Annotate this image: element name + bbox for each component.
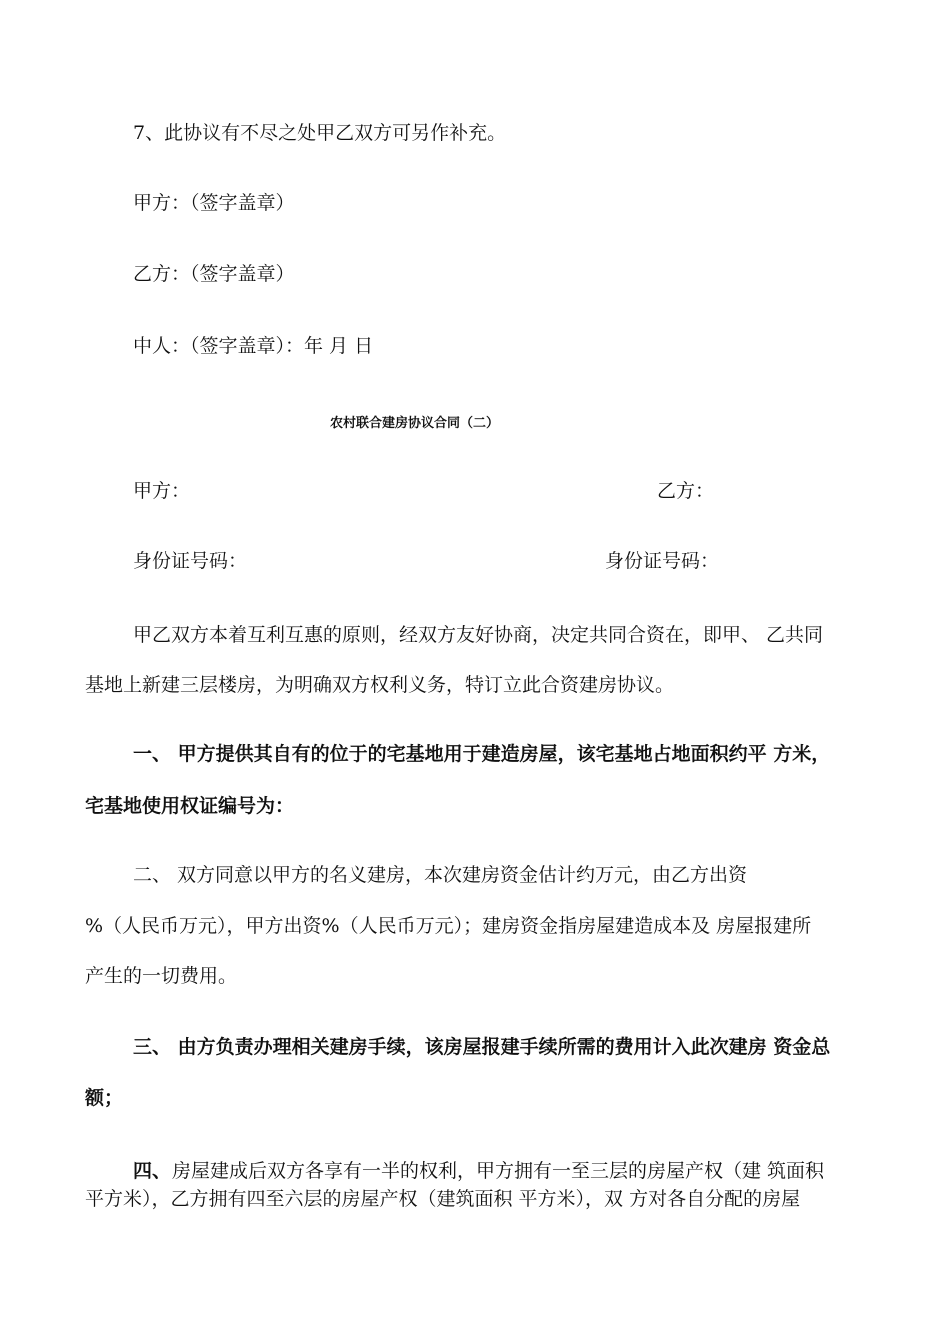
signature-middleman: 中人：（签字盖章）：年 月 日 (133, 335, 374, 357)
article-4-line-2: 平方米），乙方拥有四至六层的房屋产权（建筑面积 平方米），双 方对各自分配的房屋 (85, 1188, 801, 1210)
signature-party-b: 乙方：（签字盖章） (133, 263, 295, 285)
article-2-line-1: 二、 双方同意以甲方的名义建房，本次建房资金估计约万元，由乙方出资 (133, 864, 748, 886)
party-a-label: 甲方： (133, 480, 191, 502)
article-2-line-3: 产生的一切费用。 (85, 965, 238, 987)
article-1-line-2: 宅基地使用权证编号为： (85, 795, 295, 817)
id-number-a-label: 身份证号码： (133, 550, 248, 572)
intro-line-1: 甲乙双方本着互利互惠的原则，经双方友好协商，决定共同合资在，即甲、 乙共同 (133, 624, 824, 646)
id-number-b-label: 身份证号码： (605, 550, 720, 572)
article-1-line-1: 一、 甲方提供其自有的位于的宅基地用于建造房屋，该宅基地占地面积约平 方米， (133, 743, 831, 765)
signature-party-a: 甲方：（签字盖章） (133, 192, 295, 214)
contract-title: 农村联合建房协议合同（二） (330, 416, 500, 431)
article-4-line-1: 房屋建成后双方各享有一半的权利，甲方拥有一至三层的房屋产权（建 筑面积 (172, 1160, 825, 1182)
article-4-heading: 四、 (133, 1160, 172, 1182)
clause-7: 7、此协议有不尽之处甲乙双方可另作补充。 (133, 122, 507, 144)
party-b-label: 乙方： (657, 480, 715, 502)
article-3-line-2: 额； (85, 1087, 124, 1109)
article-2-line-2: %（人民币万元），甲方出资%（人民币万元）；建房资金指房屋建造成本及 房屋报建所 (85, 915, 812, 937)
intro-line-2: 基地上新建三层楼房，为明确双方权利义务，特订立此合资建房协议。 (85, 674, 675, 696)
article-3-line-1: 三、 由方负责办理相关建房手续，该房屋报建手续所需的费用计入此次建房 资金总 (133, 1036, 831, 1058)
